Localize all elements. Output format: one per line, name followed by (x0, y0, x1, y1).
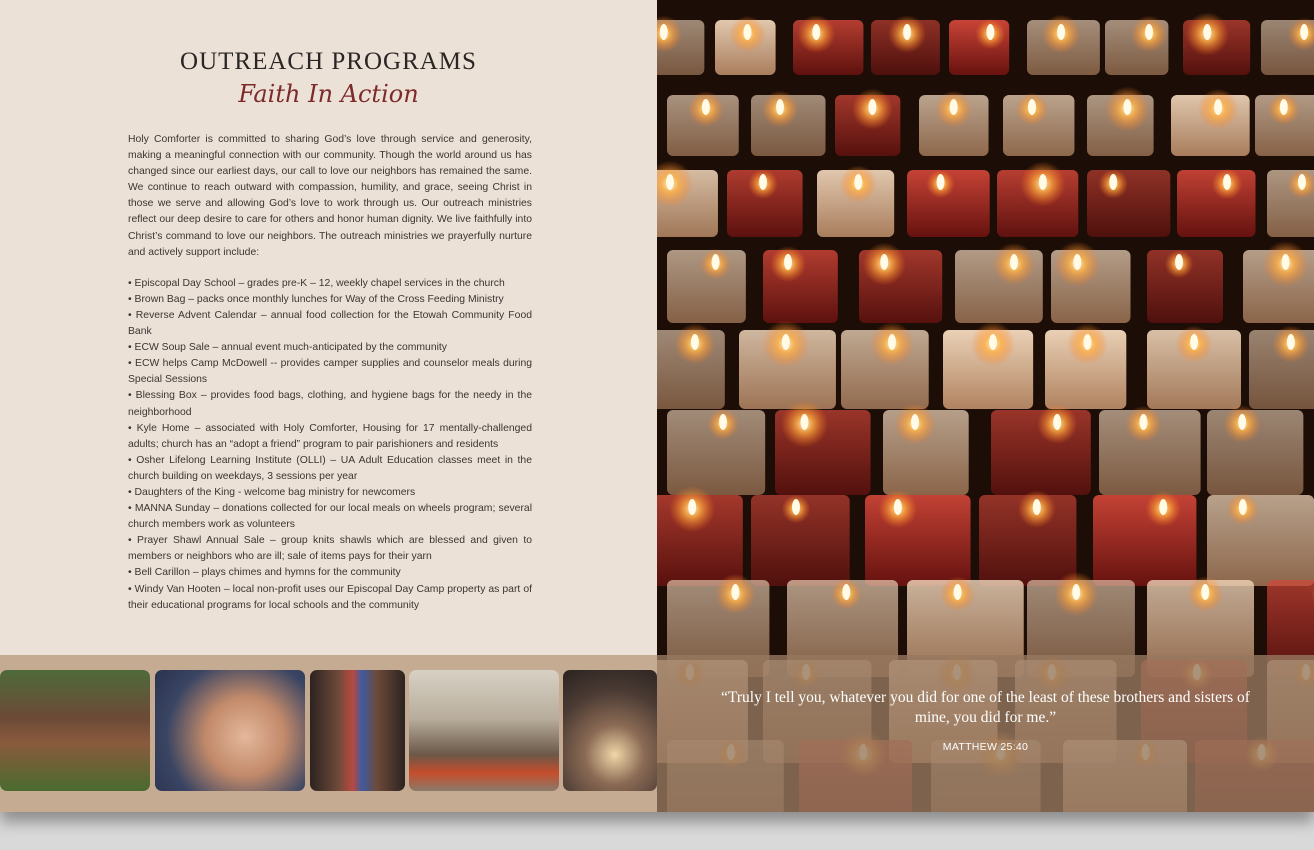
photo-strip (0, 655, 657, 812)
program-item: • Kyle Home – associated with Holy Comforter, Housing for 17 mentally-challenged adults; church has an “adopt a friend” program to pair parishioners and residents (128, 421, 532, 453)
candle-flame (1282, 254, 1290, 270)
program-item: • Reverse Advent Calendar – annual food collection for the Etowah Community Food Bank (128, 308, 532, 340)
program-item: • Daughters of the King - welcome bag ministry for newcomers (128, 485, 532, 501)
candle-flame (1139, 414, 1147, 430)
program-item: • Bell Carillon – plays chimes and hymns for the community (128, 565, 532, 581)
candle-flame (1033, 499, 1041, 515)
candle-flame (666, 174, 674, 190)
candle-flame (1073, 254, 1081, 270)
candle-flame (1190, 334, 1198, 350)
scripture-quote: “Truly I tell you, whatever you did for one of the least of these brothers and sisters of mine, you did for me.” (721, 689, 1250, 726)
candle-flame (903, 24, 911, 40)
candle-flame (1175, 254, 1183, 270)
candle-flame (812, 24, 820, 40)
candle-flame (842, 584, 850, 600)
program-item: • Prayer Shawl Annual Sale – group knits shawls which are blessed and given to members or neighbors who are ill; sale of items pays for their yarn (128, 533, 532, 565)
candle-flame (1201, 584, 1209, 600)
candle-flame (1223, 174, 1231, 190)
intro-paragraph: Holy Comforter is committed to sharing God’s love through service and generosity, making a meaningful connection with our community. Though the world around us has changed since our earliest days, our call to love our neighbors has remained the same. We continue to reach outward with compassion, humility, and grace, seeing Christ in those we serve and allowing God’s love to work through us. Our outreach ministries reflect our deep desire to care for others and honor human dignity. We live faithfully into Christ’s command to love our neighbors. The outreach ministries we prayerfully nurture and actively support include: (128, 134, 532, 258)
candle-flame (1010, 254, 1018, 270)
church-exterior-photo (0, 670, 150, 791)
page-heading: OUTREACH PROGRAMS (180, 48, 477, 75)
program-item: • Episcopal Day School – grades pre-K – 12, weekly chapel services in the church (128, 276, 532, 292)
candle-flame (800, 414, 808, 430)
candle-flame (660, 24, 668, 40)
volunteer-cooking-photo (409, 670, 559, 791)
right-page (657, 0, 1314, 812)
program-item: • Osher Lifelong Learning Institute (OLLI) – UA Adult Education classes meet in the church building on weekdays, 3 sessions per year (128, 453, 532, 485)
candle-flame (894, 499, 902, 515)
candle (1207, 495, 1314, 586)
program-item: • ECW helps Camp McDowell -- provides camper supplies and counselor meals during Special Sessions (128, 356, 532, 388)
candle-flame (1287, 334, 1295, 350)
candle-flame (1053, 414, 1061, 430)
candle-flame (1083, 334, 1091, 350)
candle-flame (1280, 99, 1288, 115)
candle-flame (731, 584, 739, 600)
program-item: • Blessing Box – provides food bags, clothing, and hygiene bags for the needy in the neighborhood (128, 388, 532, 420)
candle-flame (1028, 99, 1036, 115)
candle-flame (888, 334, 896, 350)
candle-flame (937, 174, 945, 190)
candle-flame (1214, 99, 1222, 115)
candle-flame (1239, 499, 1247, 515)
program-item: • MANNA Sunday – donations collected for our local meals on wheels program; several church members work as volunteers (128, 501, 532, 533)
quote-band (657, 655, 1314, 812)
candle-flame (719, 414, 727, 430)
candle-flame (782, 334, 790, 350)
candle-flame (702, 99, 710, 115)
candle-flame (759, 174, 767, 190)
candle-flame (950, 99, 958, 115)
candle-flame (989, 334, 997, 350)
candle-flame (1298, 174, 1306, 190)
candle-flame (784, 254, 792, 270)
scripture-citation: MATTHEW 25:40 (942, 741, 1029, 753)
page-subheading: Faith In Action (238, 80, 419, 108)
stained-glass-photo (310, 670, 405, 791)
candle-flame (792, 499, 800, 515)
candle-flame (1109, 174, 1117, 190)
body-text (128, 132, 532, 614)
candle-flame (776, 99, 784, 115)
candle-flame (986, 24, 994, 40)
candle-flame (911, 414, 919, 430)
candle-flame (1145, 24, 1153, 40)
candle-flame (1057, 24, 1065, 40)
program-item: • Brown Bag – packs once monthly lunches for Way of the Cross Feeding Ministry (128, 292, 532, 308)
candle-flame (954, 584, 962, 600)
candle-flame (1039, 174, 1047, 190)
candle-flame (1072, 584, 1080, 600)
candle-flame (1123, 99, 1131, 115)
candle-flame (868, 99, 876, 115)
candle-flame (854, 174, 862, 190)
hands-light-photo (563, 670, 657, 791)
candle-flame (691, 334, 699, 350)
candle-flame (1238, 414, 1246, 430)
holding-hands-photo (155, 670, 305, 791)
program-item: • ECW Soup Sale – annual event much-anticipated by the community (128, 340, 532, 356)
candle-flame (1300, 24, 1308, 40)
candle-flame (1203, 24, 1211, 40)
candle-flame (880, 254, 888, 270)
candle-flame (688, 499, 696, 515)
candle-flame (743, 24, 751, 40)
left-page (0, 0, 657, 812)
programs-list (128, 276, 532, 614)
candle-flame (1159, 499, 1167, 515)
program-item: • Windy Van Hooten – local non-profit uses our Episcopal Day Camp property as part of their educational programs for local schools and the community (128, 582, 532, 614)
candle-flame (712, 254, 720, 270)
